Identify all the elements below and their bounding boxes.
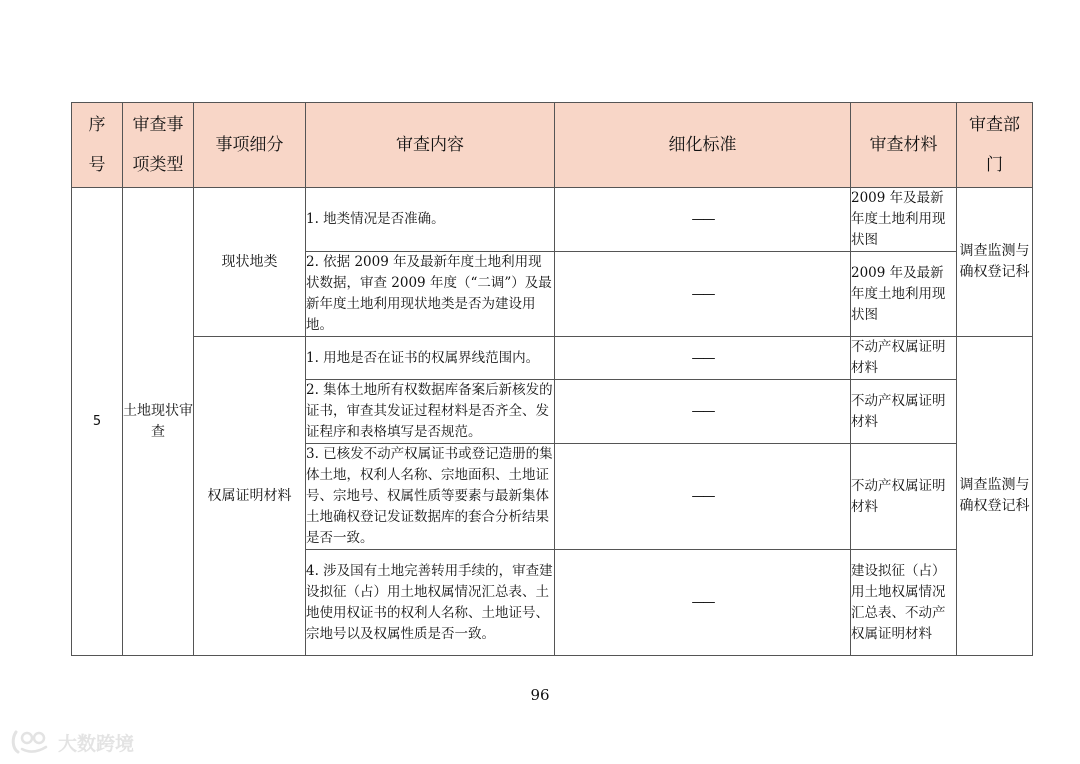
header-standard: 细化标准 xyxy=(555,103,851,188)
standard-cell: —— xyxy=(555,252,851,337)
page-number: 96 xyxy=(530,686,550,704)
row-index: 5 xyxy=(72,188,123,656)
department-cell: 调查监测与确权登记科 xyxy=(957,337,1033,656)
watermark xyxy=(10,728,134,756)
header-content: 审查内容 xyxy=(306,103,555,188)
standard-cell: —— xyxy=(555,337,851,380)
subcategory-current-land: 现状地类 xyxy=(194,188,306,337)
material-cell: 2009 年及最新年度土地利用现状图 xyxy=(851,252,957,337)
table-row xyxy=(72,337,1033,380)
brand-logo-icon xyxy=(10,728,54,756)
content-cell: 4. 涉及国有土地完善转用手续的，审查建设拟征（占）用土地权属情况汇总表、土地使用权证书的权利人名称、土地证号、宗地号以及权属性质是否一致。 xyxy=(306,550,555,656)
watermark-text: 大数跨境 xyxy=(58,732,135,755)
material-cell: 不动产权属证明材料 xyxy=(851,380,957,444)
standard-cell: —— xyxy=(555,188,851,252)
material-cell: 建设拟征（占）用土地权属情况汇总表、不动产权属证明材料 xyxy=(851,550,957,656)
header-review-type: 审查事 项类型 xyxy=(123,103,194,188)
table-row xyxy=(72,188,1033,252)
header-subcategory: 事项细分 xyxy=(194,103,306,188)
standard-cell: —— xyxy=(555,380,851,444)
standard-cell: —— xyxy=(555,444,851,550)
header-row xyxy=(72,103,1033,188)
material-cell: 不动产权属证明材料 xyxy=(851,337,957,380)
content-cell: 3. 已核发不动产权属证书或登记造册的集体土地，权利人名称、宗地面积、土地证号、宗地号、权属性质等要素与最新集体土地确权登记发证数据库的套合分析结果是否一致。 xyxy=(306,444,555,550)
header-material: 审查材料 xyxy=(851,103,957,188)
content-cell: 2. 依据 2009 年及最新年度土地利用现状数据，审查 2009 年度（“二调”）及最新年度土地利用现状地类是否为建设用地。 xyxy=(306,252,555,337)
content-cell: 1. 地类情况是否准确。 xyxy=(306,188,555,252)
header-department: 审查部 门 xyxy=(957,103,1033,188)
material-cell: 不动产权属证明材料 xyxy=(851,444,957,550)
content-cell: 1. 用地是否在证书的权属界线范围内。 xyxy=(306,337,555,380)
review-type: 土地现状审查 xyxy=(123,188,194,656)
content-cell: 2. 集体土地所有权数据库备案后新核发的证书，审查其发证过程材料是否齐全、发证程序和表格填写是否规范。 xyxy=(306,380,555,444)
standard-cell: —— xyxy=(555,550,851,656)
header-index: 序 号 xyxy=(72,103,123,188)
material-cell: 2009 年及最新年度土地利用现状图 xyxy=(851,188,957,252)
review-table xyxy=(71,102,1033,656)
department-cell: 调查监测与确权登记科 xyxy=(957,188,1033,337)
subcategory-ownership-proof: 权属证明材料 xyxy=(194,337,306,656)
